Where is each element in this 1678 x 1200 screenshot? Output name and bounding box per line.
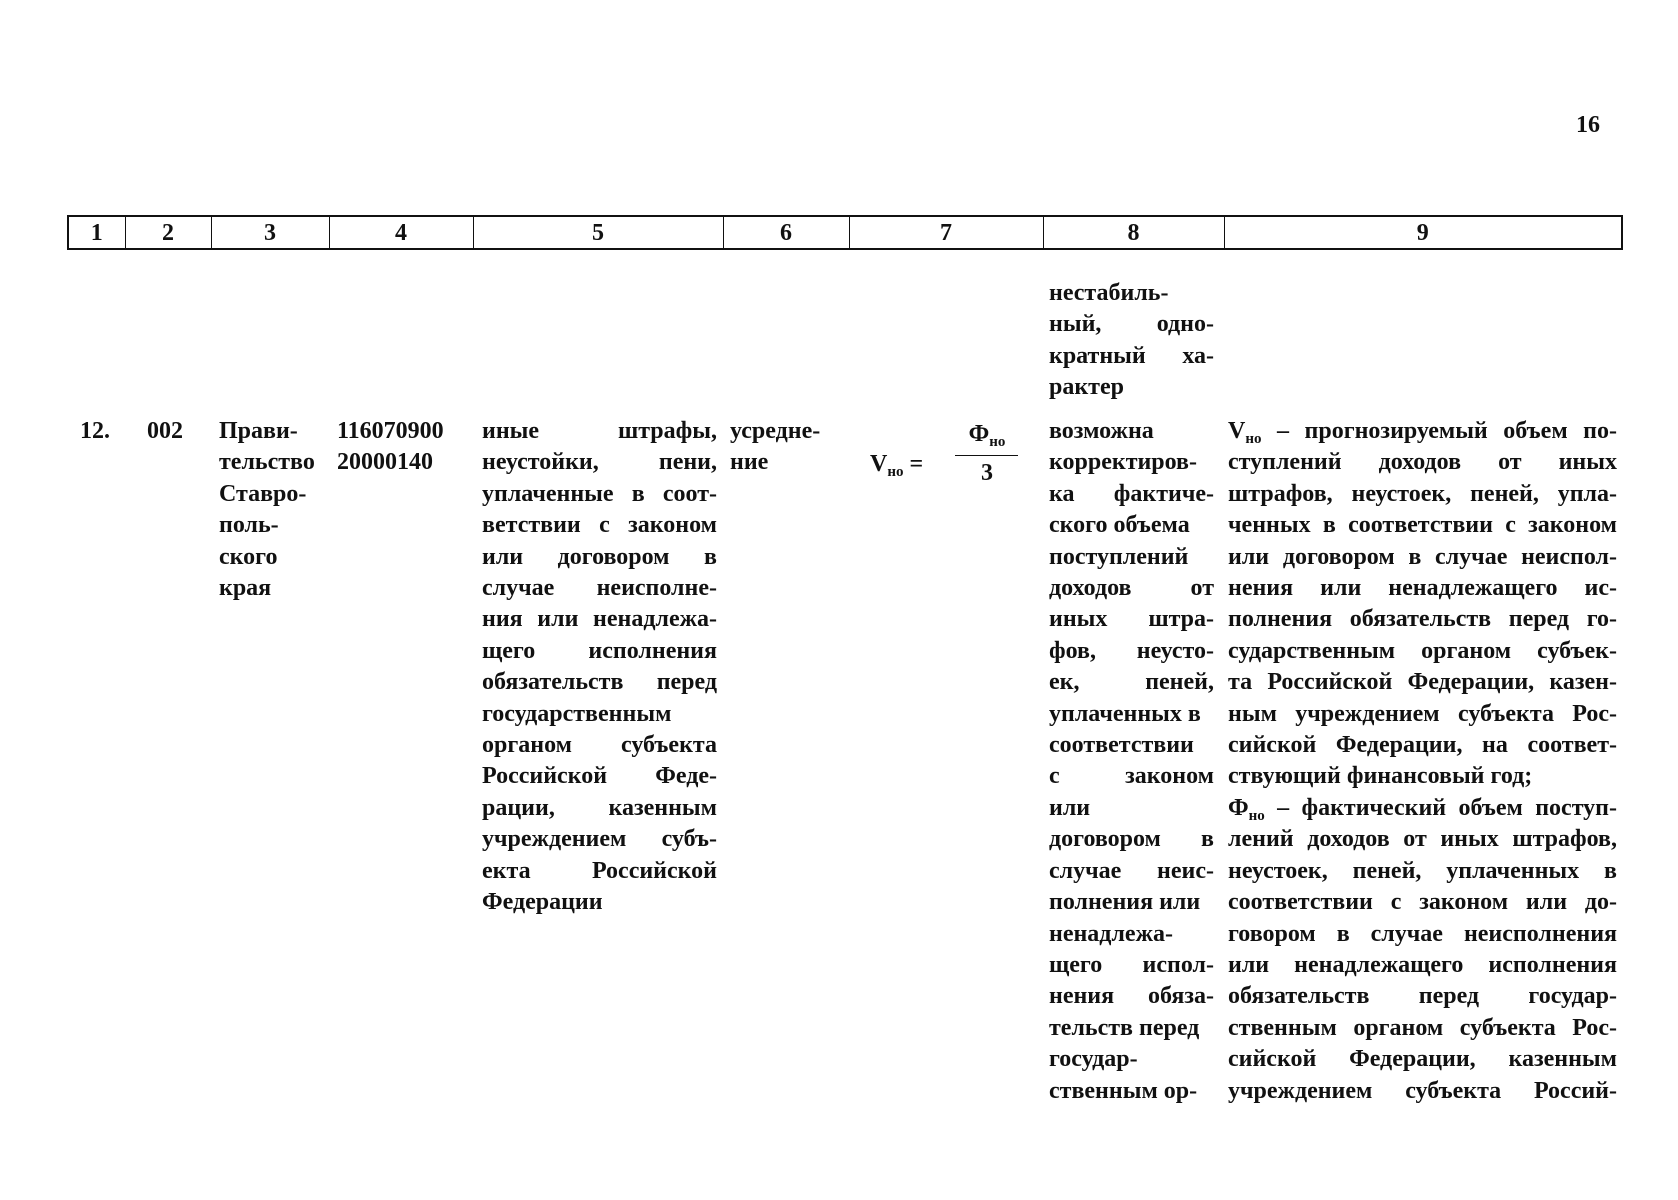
column-header: 6 bbox=[723, 216, 849, 249]
column-header: 2 bbox=[125, 216, 211, 249]
text-line: ек, пеней, bbox=[1049, 669, 1214, 696]
formula-subscript: но bbox=[989, 434, 1006, 450]
calculation-method bbox=[730, 416, 845, 479]
formula-lhs bbox=[870, 449, 923, 480]
row-number: 12. bbox=[80, 418, 110, 444]
text-line: ственным ор- bbox=[1049, 1077, 1198, 1104]
text-line: та Российской Федерации, казен- bbox=[1228, 669, 1617, 696]
text-line: с законом bbox=[1049, 763, 1214, 790]
text-line: сийской Федерации, казенным bbox=[1228, 1046, 1617, 1073]
text-line: поль- bbox=[219, 512, 279, 539]
text-line: сударственным органом субъек- bbox=[1228, 637, 1617, 664]
variable-subscript: но bbox=[1248, 807, 1265, 824]
variable-symbol: Ф bbox=[1228, 794, 1249, 821]
formula-symbol: Ф bbox=[968, 421, 990, 447]
formula-symbol: V bbox=[870, 451, 888, 477]
kbk-code bbox=[337, 416, 473, 479]
text-line: Ставро- bbox=[219, 480, 307, 507]
variable-symbol: V bbox=[1228, 418, 1246, 444]
text-line: ным учреждением субъекта Рос- bbox=[1228, 700, 1617, 727]
text-line: ского bbox=[219, 543, 278, 570]
text-line: Прави- bbox=[219, 418, 298, 444]
variable-subscript: но bbox=[1245, 431, 1262, 447]
text-line: корректиров- bbox=[1049, 449, 1198, 476]
calculation-formula bbox=[870, 415, 1020, 495]
text-line: или bbox=[1049, 794, 1091, 821]
text-line: Федерации bbox=[482, 889, 603, 916]
text-line: нестабиль- bbox=[1049, 280, 1169, 306]
column-header: 5 bbox=[473, 216, 723, 249]
agency-name bbox=[219, 416, 331, 604]
page-number: 16 bbox=[1576, 112, 1600, 138]
text-line: обязательств перед bbox=[482, 669, 717, 696]
text-line: учреждением субъ- bbox=[482, 826, 717, 853]
text-line: тельств перед bbox=[1049, 1014, 1200, 1041]
text-fragment: – фактический объем поступ- bbox=[1264, 794, 1617, 821]
column-header: 4 bbox=[329, 216, 473, 249]
text-line: ского объема bbox=[1049, 512, 1190, 539]
text-line: нения или ненадлежащего ис- bbox=[1228, 575, 1617, 602]
text-line: рации, казенным bbox=[482, 794, 717, 821]
text-line: обязательств перед государ- bbox=[1228, 983, 1617, 1010]
column-header: 8 bbox=[1043, 216, 1224, 249]
text-line: иных штра- bbox=[1049, 606, 1214, 633]
text-line: рактер bbox=[1049, 374, 1124, 401]
text-line: нения обяза- bbox=[1049, 983, 1214, 1010]
text-line: тельство bbox=[219, 449, 315, 476]
text-line: Российской Феде- bbox=[482, 763, 717, 790]
formula-denominator: 3 bbox=[981, 460, 993, 486]
text-line: или договором в bbox=[482, 543, 717, 570]
text-line: государ- bbox=[1049, 1046, 1138, 1073]
header-row bbox=[68, 216, 1622, 249]
column-header: 1 bbox=[68, 216, 125, 249]
text-line: щего исполнения bbox=[482, 637, 717, 664]
text-line: случае неисполне- bbox=[482, 575, 717, 602]
text-line: ный, одно- bbox=[1049, 311, 1214, 338]
text-line: ненадлежа- bbox=[1049, 920, 1173, 947]
text-line: 20000140 bbox=[337, 449, 433, 476]
text-line: говором в случае неисполнения bbox=[1228, 920, 1617, 947]
text-line: полнения или bbox=[1049, 889, 1201, 916]
column-header: 7 bbox=[849, 216, 1043, 249]
text-line: доходов от bbox=[1049, 575, 1214, 602]
text-line: поступлений bbox=[1049, 543, 1189, 570]
text-line: возможна bbox=[1049, 418, 1154, 444]
text-line: учреждением субъекта Россий- bbox=[1228, 1077, 1617, 1104]
text-line: договором в bbox=[1049, 826, 1214, 853]
text-fragment: – прогнозируемый объем по- bbox=[1261, 418, 1617, 444]
text-line: полнения обязательств перед го- bbox=[1228, 606, 1617, 633]
row-code: 002 bbox=[147, 418, 183, 444]
formula-equals: = bbox=[909, 451, 924, 477]
text-line: органом субъекта bbox=[482, 732, 717, 759]
text-line: усредне- bbox=[730, 418, 821, 444]
text-line bbox=[1228, 416, 1617, 447]
text-line: неустойки, пени, bbox=[482, 449, 717, 476]
text-line: уплаченные в соот- bbox=[482, 480, 717, 507]
variable-description bbox=[1228, 416, 1617, 1107]
text-line: 116070900 bbox=[337, 418, 444, 444]
text-line: ния или ненадлежа- bbox=[482, 606, 717, 633]
column-header: 9 bbox=[1224, 216, 1622, 249]
text-line: случае неис- bbox=[1049, 857, 1214, 884]
text-line: соответствии с законом или до- bbox=[1228, 889, 1617, 916]
formula-subscript: но bbox=[887, 464, 904, 480]
text-line bbox=[1228, 793, 1617, 824]
text-line: сийской Федерации, на соответ- bbox=[1228, 732, 1617, 759]
text-line: штрафов, неустоек, пеней, упла- bbox=[1228, 480, 1617, 507]
revenue-name bbox=[482, 416, 717, 919]
carryover-col8 bbox=[1049, 278, 1214, 404]
text-line: ствующий финансовый год; bbox=[1228, 763, 1533, 790]
text-line: неустоек, пеней, уплаченных в bbox=[1228, 857, 1617, 884]
text-line: екта Российской bbox=[482, 857, 717, 884]
text-line: соответствии bbox=[1049, 732, 1194, 759]
text-line: края bbox=[219, 575, 272, 602]
text-line: ние bbox=[730, 449, 769, 476]
text-line: щего испол- bbox=[1049, 951, 1214, 978]
text-line: ченных в соответствии с законом bbox=[1228, 512, 1617, 539]
column-header: 3 bbox=[211, 216, 329, 249]
text-line: государственным bbox=[482, 700, 672, 727]
text-line: или договором в случае неиспол- bbox=[1228, 543, 1617, 570]
column-number-header bbox=[67, 215, 1623, 250]
text-line: кратный ха- bbox=[1049, 342, 1214, 369]
formula-numerator bbox=[957, 419, 1017, 450]
text-line: ственным органом субъекта Рос- bbox=[1228, 1014, 1617, 1041]
adjustment-comment bbox=[1049, 416, 1214, 1107]
text-line: ка фактиче- bbox=[1049, 480, 1214, 507]
text-line: иные штрафы, bbox=[482, 418, 717, 444]
text-line: ветствии с законом bbox=[482, 512, 717, 539]
fraction-bar bbox=[955, 455, 1018, 456]
text-line: ступлений доходов от иных bbox=[1228, 449, 1617, 476]
text-line: лений доходов от иных штрафов, bbox=[1228, 826, 1617, 853]
text-line: или ненадлежащего исполнения bbox=[1228, 951, 1617, 978]
text-line: фов, неусто- bbox=[1049, 637, 1214, 664]
text-line: уплаченных в bbox=[1049, 700, 1201, 727]
